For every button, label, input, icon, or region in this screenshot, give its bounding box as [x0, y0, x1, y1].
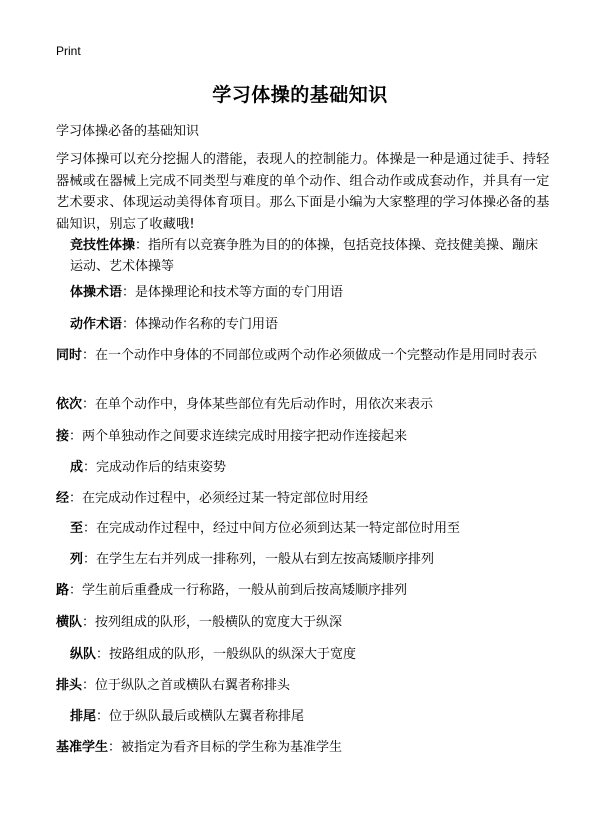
- term-entry: 列：在学生左右并列成一排称列，一般从右到左按高矮顺序排列: [70, 552, 435, 567]
- term-definition: 是体操理论和技术等方面的专门用语: [135, 285, 344, 300]
- intro-paragraph: 学习体操可以充分挖掘人的潜能，表现人的控制能力。体操是一种是通过徒手、持轻器械或在器械上完成不同类型与难度的单个动作、组合动作或成套动作，并具有一定艺术要求、体现运动美得体育项目。那么下面是小编为大家整理的学习体操必备的基础知识，别忘了收藏哦!: [56, 152, 550, 232]
- term-label: 横队: [56, 615, 83, 630]
- term-entry: 经：在完成动作过程中，必须经过某一特定部位时用经: [56, 491, 369, 506]
- term-definition: 两个单独动作之间要求连续完成时用接字把动作连接起来: [82, 429, 408, 444]
- term-definition: 指所有以竞赛争胜为目的的体操，包括竞技体操、竞技健美操、蹦床运动、艺术体操等: [70, 238, 539, 274]
- term-label: 接: [56, 429, 70, 444]
- page-title: 学习体操的基础知识: [212, 84, 388, 106]
- print-label: Print: [56, 44, 81, 58]
- term-label: 排头: [56, 678, 83, 693]
- term-definition: 按路组成的队形，一般纵队的纵深大于宽度: [109, 647, 357, 662]
- term-entry: 排尾：位于纵队最后或横队左翼者称排尾: [70, 709, 305, 724]
- term-definition: 在学生左右并列成一排称列，一般从右到左按高矮顺序排列: [96, 552, 435, 567]
- term-definition: 按列组成的队形，一般横队的宽度大于纵深: [95, 615, 343, 630]
- term-definition: 位于纵队之首或横队右翼者称排头: [95, 678, 291, 693]
- term-label: 排尾: [70, 709, 97, 724]
- term-definition: 在完成动作过程中，必须经过某一特定部位时用经: [82, 491, 369, 506]
- term-entry: 同时：在一个动作中身体的不同部位或两个动作必须做成一个完整动作是用同时表示: [56, 348, 538, 363]
- term-entry: 体操术语：是体操理论和技术等方面的专门用语: [70, 285, 344, 300]
- term-label: 竞技性体操: [70, 238, 136, 253]
- term-definition: 完成动作后的结束姿势: [96, 460, 227, 475]
- term-definition: 在一个动作中身体的不同部位或两个动作必须做成一个完整动作是用同时表示: [95, 348, 538, 363]
- term-label: 路: [56, 583, 70, 598]
- term-entry: 成：完成动作后的结束姿势: [70, 460, 227, 475]
- term-definition: 被指定为看齐目标的学生称为基准学生: [121, 740, 343, 755]
- term-label: 列: [70, 552, 84, 567]
- term-label: 同时: [56, 348, 83, 363]
- term-definition: 在单个动作中，身体某些部位有先后动作时，用依次来表示: [95, 397, 434, 412]
- term-definition: 体操动作名称的专门用语: [135, 317, 279, 332]
- term-definition: 学生前后重叠成一行称路，一般从前到后按高矮顺序排列: [82, 583, 408, 598]
- term-entry: 动作术语：体操动作名称的专门用语: [70, 317, 279, 332]
- term-label: 至: [70, 521, 84, 536]
- term-entry: 横队：按列组成的队形，一般横队的宽度大于纵深: [56, 615, 343, 630]
- term-definition: 在完成动作过程中，经过中间方位必须到达某一特定部位时用至: [96, 521, 461, 536]
- term-entry: 排头：位于纵队之首或横队右翼者称排头: [56, 678, 291, 693]
- article-subtitle: 学习体操必备的基础知识: [56, 124, 200, 139]
- term-label: 成: [70, 460, 84, 475]
- term-definition: 位于纵队最后或横队左翼者称排尾: [109, 709, 305, 724]
- term-entry: 基准学生：被指定为看齐目标的学生称为基准学生: [56, 740, 343, 755]
- term-label: 纵队: [70, 647, 97, 662]
- term-entry: 依次：在单个动作中，身体某些部位有先后动作时，用依次来表示: [56, 397, 434, 412]
- term-entry: 接：两个单独动作之间要求连续完成时用接字把动作连接起来: [56, 429, 408, 444]
- term-label: 基准学生: [56, 740, 109, 755]
- term-entry: 至：在完成动作过程中，经过中间方位必须到达某一特定部位时用至: [70, 521, 461, 536]
- term-entry: 竞技性体操：指所有以竞赛争胜为目的的体操，包括竞技体操、竞技健美操、蹦床运动、艺术体操等: [70, 238, 539, 274]
- term-entry: 纵队：按路组成的队形，一般纵队的纵深大于宽度: [70, 647, 357, 662]
- term-label: 体操术语: [70, 285, 123, 300]
- term-label: 经: [56, 491, 70, 506]
- term-label: 依次: [56, 397, 83, 412]
- term-label: 动作术语: [70, 317, 123, 332]
- term-entry: 路：学生前后重叠成一行称路，一般从前到后按高矮顺序排列: [56, 583, 408, 598]
